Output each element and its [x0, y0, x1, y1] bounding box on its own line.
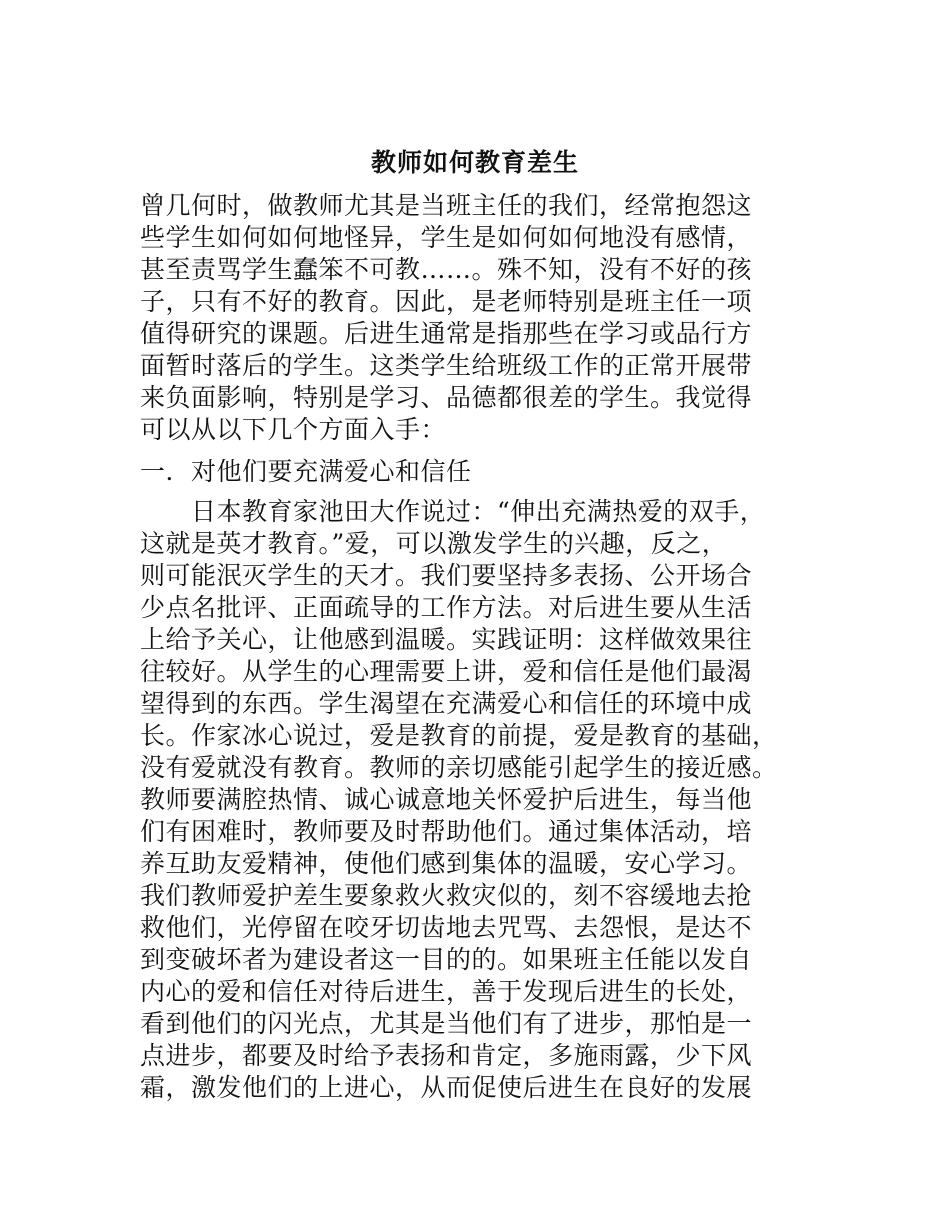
- intro-line: 甚至责骂学生蠢笨不可教……。殊不知，没有不好的孩: [140, 255, 753, 284]
- section-heading: 一．对他们要充满爱心和信任: [140, 457, 472, 486]
- body-line: 养互助友爱精神，使他们感到集体的温暖，安心学习。: [140, 849, 753, 878]
- body-line: 救他们，光停留在咬牙切齿地去咒骂、去怨恨，是达不: [140, 913, 753, 942]
- body-line: 则可能泯灭学生的天才。我们要坚持多表扬、公开场合: [140, 561, 753, 590]
- body-line: 们有困难时，教师要及时帮助他们。通过集体活动，培: [140, 817, 753, 846]
- body-line: 这就是英才教育。”爱，可以激发学生的兴趣，反之，: [140, 529, 728, 558]
- body-line: 霜，激发他们的上进心，从而促使后进生在良好的发展: [140, 1073, 753, 1102]
- body-line: 内心的爱和信任对待后进生，善于发现后进生的长处，: [140, 977, 753, 1006]
- body-line: 望得到的东西。学生渴望在充满爱心和信任的环境中成: [140, 689, 753, 718]
- document-title: 教师如何教育差生: [370, 148, 579, 177]
- body-line: 长。作家冰心说过，爱是教育的前提，爱是教育的基础，: [140, 721, 778, 750]
- body-line: 我们教师爱护差生要象救火救灾似的，刻不容缓地去抢: [140, 881, 753, 910]
- body-line: 上给予关心，让他感到温暖。实践证明：这样做效果往: [140, 625, 753, 654]
- intro-line: 子，只有不好的教育。因此，是老师特别是班主任一项: [140, 287, 753, 316]
- intro-line: 面暂时落后的学生。这类学生给班级工作的正常开展带: [140, 351, 753, 380]
- body-line: 往较好。从学生的心理需要上讲，爱和信任是他们最渴: [140, 657, 753, 686]
- intro-line: 值得研究的课题。后进生通常是指那些在学习或品行方: [140, 319, 753, 348]
- body-line: 少点名批评、正面疏导的工作方法。对后进生要从生活: [140, 593, 753, 622]
- intro-line: 可以从以下几个方面入手：: [140, 415, 447, 444]
- intro-line: 些学生如何如何地怪异，学生是如何如何地没有感情，: [140, 223, 753, 252]
- body-line: 到变破坏者为建设者这一目的的。如果班主任能以发自: [140, 945, 753, 974]
- intro-line: 来负面影响，特别是学习、品德都很差的学生。我觉得: [140, 383, 753, 412]
- body-line: 日本教育家池田大作说过：“伸出充满热爱的双手，: [140, 497, 766, 526]
- body-line: 教师要满腔热情、诚心诚意地关怀爱护后进生，每当他: [140, 785, 753, 814]
- body-line: 看到他们的闪光点，尤其是当他们有了进步，那怕是一: [140, 1009, 753, 1038]
- body-line: 没有爱就没有教育。教师的亲切感能引起学生的接近感。: [140, 753, 778, 782]
- intro-line: 曾几何时，做教师尤其是当班主任的我们，经常抱怨这: [140, 191, 753, 220]
- body-line: 点进步，都要及时给予表扬和肯定，多施雨露，少下风: [140, 1041, 753, 1070]
